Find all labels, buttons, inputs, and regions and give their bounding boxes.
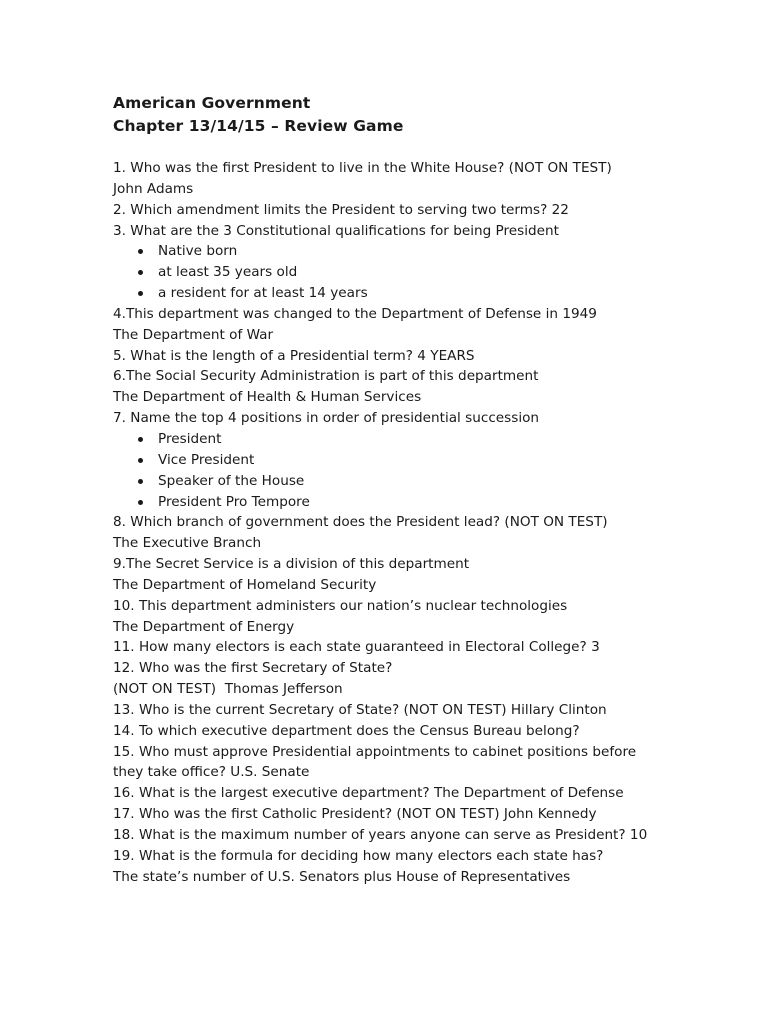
question-16: 16. What is the largest executive department? The Department of Defense [113, 785, 624, 802]
answer-7-bullet: Speaker of the House [113, 471, 673, 492]
document-content [113, 92, 673, 888]
answer-3-bullet: a resident for at least 14 years [113, 283, 673, 304]
question-17: 17. Who was the first Catholic President? (NOT ON TEST) John Kennedy [113, 806, 597, 823]
document-title: American Government [113, 94, 311, 112]
question-list [113, 158, 673, 888]
answer-1: John Adams [113, 180, 194, 197]
answer-4: The Department of War [113, 326, 274, 343]
answer-10: The Department of Energy [113, 618, 295, 635]
question-9: 9.The Secret Service is a division of this department [113, 556, 470, 573]
question-7: 7. Name the top 4 positions in order of presidential succession [113, 410, 540, 427]
answer-3-bullet: Native born [113, 241, 673, 262]
question-8: 8. Which branch of government does the President lead? (NOT ON TEST) [113, 514, 608, 531]
answer-3-bullet: at least 35 years old [113, 262, 673, 283]
question-2: 2. Which amendment limits the President to serving two terms? 22 [113, 201, 569, 218]
question-11: 11. How many electors is each state guaranteed in Electoral College? 3 [113, 639, 600, 656]
question-6: 6.The Social Security Administration is part of this department [113, 368, 539, 385]
question-14: 14. To which executive department does the Census Bureau belong? [113, 722, 580, 739]
question-4: 4.This department was changed to the Department of Defense in 1949 [113, 305, 597, 322]
answer-3-list [113, 241, 673, 304]
answer-9: The Department of Homeland Security [113, 576, 377, 593]
question-15: 15. Who must approve Presidential appointments to cabinet positions before [113, 743, 637, 760]
answer-6: The Department of Health & Human Services [113, 389, 422, 406]
question-13: 13. Who is the current Secretary of State? (NOT ON TEST) Hillary Clinton [113, 701, 607, 718]
answer-7-bullet: President [113, 429, 673, 450]
answer-19: The state’s number of U.S. Senators plus House of Representatives [113, 868, 571, 885]
question-12: 12. Who was the first Secretary of State? [113, 660, 393, 677]
answer-8: The Executive Branch [113, 535, 262, 552]
document-subtitle: Chapter 13/14/15 – Review Game [113, 117, 404, 135]
question-1: 1. Who was the first President to live in the White House? (NOT ON TEST) [113, 160, 612, 176]
answer-7-list [113, 429, 673, 512]
answer-7-bullet: Vice President [113, 450, 673, 471]
answer-12: (NOT ON TEST) Thomas Jefferson [113, 681, 343, 698]
question-10: 10. This department administers our nation’s nuclear technologies [113, 597, 568, 614]
answer-7-bullet: President Pro Tempore [113, 492, 673, 513]
question-19: 19. What is the formula for deciding how many electors each state has? [113, 847, 604, 864]
question-18: 18. What is the maximum number of years anyone can serve as President? 10 [113, 827, 648, 843]
question-15-continued: they take office? U.S. Senate [113, 764, 310, 781]
question-5: 5. What is the length of a Presidential term? 4 YEARS [113, 347, 475, 364]
question-3: 3. What are the 3 Constitutional qualifications for being President [113, 222, 559, 239]
